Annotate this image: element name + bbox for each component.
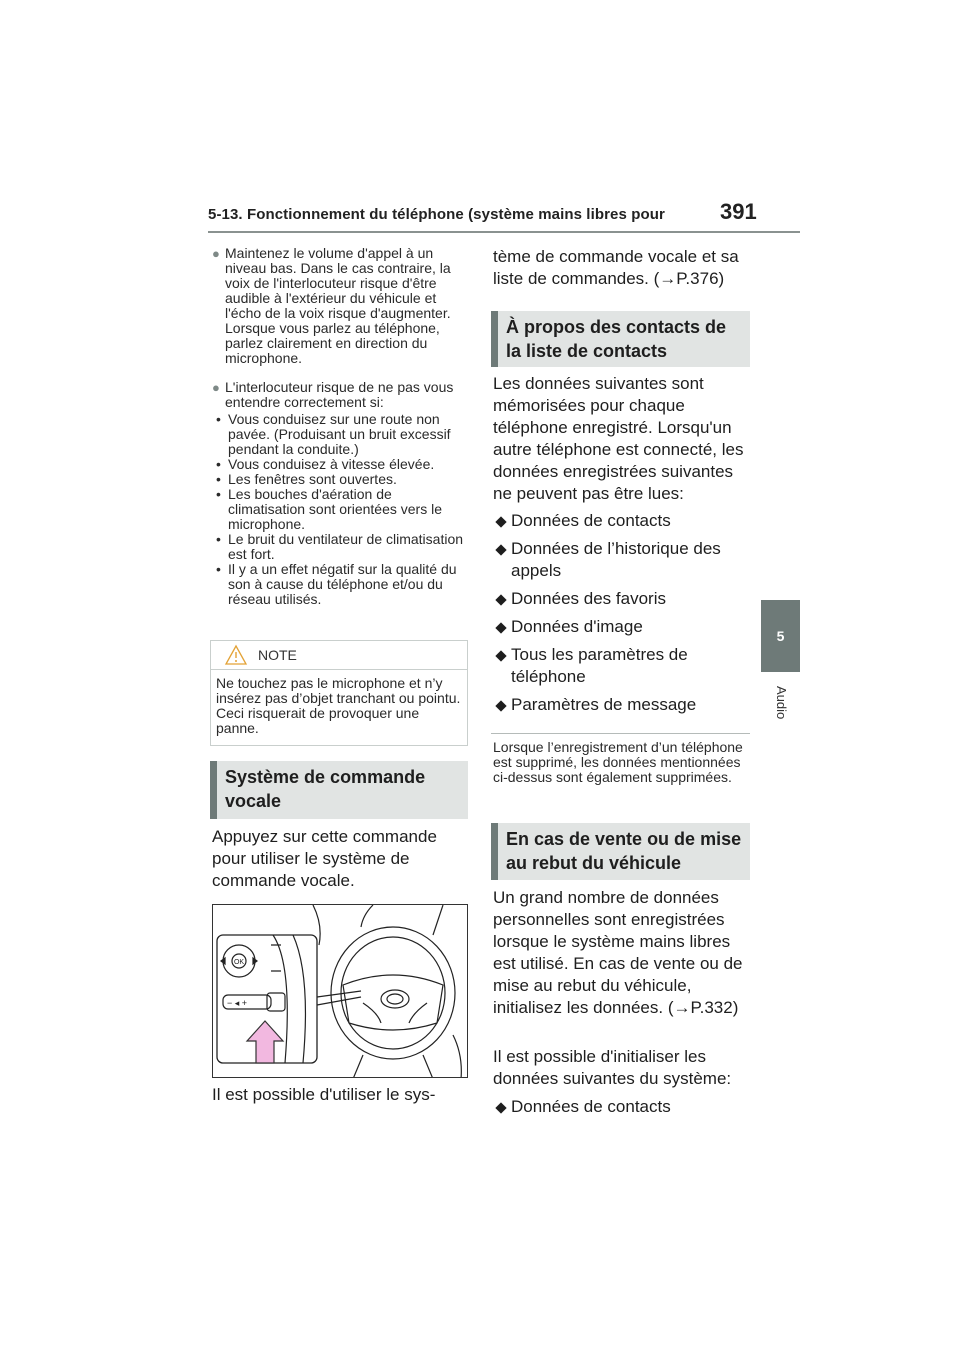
- chapter-header-title: 5-13. Fonctionnement du téléphone (système mains libres pour: [208, 206, 665, 223]
- note-text: Ne touchez pas le microphone et n’y insérez pas d’objet tranchant ou pointu. Ceci risquerait de provoquer une panne.: [216, 675, 461, 736]
- header-rule: [208, 231, 800, 233]
- note-header: [210, 640, 468, 670]
- section-heading-contacts: À propos des contacts de la liste de contacts: [491, 311, 750, 367]
- section-heading-sale: En cas de vente ou de mise au rebut du véhicule: [491, 823, 750, 880]
- list-item: Données de l’historique des appels: [493, 538, 755, 582]
- list-item: Données de contacts: [493, 510, 755, 532]
- chapter-tab: 5: [761, 600, 800, 672]
- sub-bullet: • Vous conduisez sur une route non pavée. (Produisant un bruit excessif pendant la conduite.): [216, 411, 451, 457]
- section-heading-voice: Système de commande vocale: [210, 761, 468, 819]
- chapter-tab-label: Audio: [774, 686, 789, 720]
- bullet-1: ● Maintenez le volume d'appel à un niveau bas. Dans le cas contraire, la voix de l'interlocuteur risque d'être audible à l'extérieur du véhicule et l'écho de la voix risque d'augmenter. Lorsque vous parlez au téléphone, parlez clairement en direction du microphone.: [212, 245, 451, 366]
- sub-bullet: • Il y a un effet négatif sur la qualité du son à cause du téléphone et/ou du réseau utilisés.: [216, 561, 457, 607]
- list-item: Données d'image: [493, 616, 755, 638]
- sub-bullet: • Le bruit du ventilateur de climatisation est fort.: [216, 531, 464, 562]
- steering-wheel-figure: [212, 904, 468, 1078]
- init-data-list: [493, 1096, 755, 1118]
- list-item: Données de contacts: [493, 1096, 755, 1118]
- contacts-paragraph: Les données suivantes sont mémorisées pour chaque téléphone enregistré. Lorsqu'un autre téléphone est connecté, les données enregistrées suivantes ne peuvent pas être lues:: [493, 374, 744, 503]
- deletion-note: Lorsque l’enregistrement d’un téléphone est supprimé, les données mentionnées ci-dessus sont également supprimées.: [493, 739, 743, 785]
- bullet-2: ● L'interlocuteur risque de ne pas vous entendre correctement si:: [212, 379, 454, 410]
- steering-wheel-illustration: [213, 905, 468, 1078]
- init-paragraph: Il est possible d'initialiser les données suivantes du système:: [493, 1047, 732, 1088]
- page-number: 391: [720, 199, 757, 224]
- svg-text:− ◂ +: − ◂ +: [227, 998, 248, 1008]
- note-title: NOTE: [258, 647, 297, 663]
- voice-paragraph-2: Il est possible d'utiliser le sys-: [212, 1085, 436, 1104]
- sale-paragraph: Un grand nombre de données personnelles sont enregistrées lorsque le système mains libres est utilisé. En cas de vente ou de mise au rebut du véhicule, initialisez les données. (→P.332): [493, 888, 743, 1017]
- list-item: Données des favoris: [493, 588, 755, 610]
- sub-bullet: • Les bouches d'aération de climatisation sont orientées vers le microphone.: [216, 486, 442, 532]
- bullet-dot: ●: [212, 380, 220, 395]
- warning-triangle-icon: [224, 644, 248, 666]
- voice-paragraph: Appuyez sur cette commande pour utiliser le système de commande vocale.: [212, 827, 437, 890]
- sub-bullet: • Vous conduisez à vitesse élevée.: [216, 456, 435, 472]
- list-item: Tous les paramètres de téléphone: [493, 644, 755, 688]
- voice-paragraph-cont: tème de commande vocale et sa liste de commandes. (→P.376): [493, 247, 739, 288]
- ok-button-label: OK: [233, 959, 245, 966]
- list-item: Paramètres de message: [493, 694, 755, 716]
- sub-bullet-list: [216, 412, 468, 607]
- divider: [491, 733, 750, 734]
- bullet-dot: ●: [212, 246, 220, 261]
- contacts-data-list: [493, 510, 755, 722]
- sub-bullet: • Les fenêtres sont ouvertes.: [216, 471, 397, 487]
